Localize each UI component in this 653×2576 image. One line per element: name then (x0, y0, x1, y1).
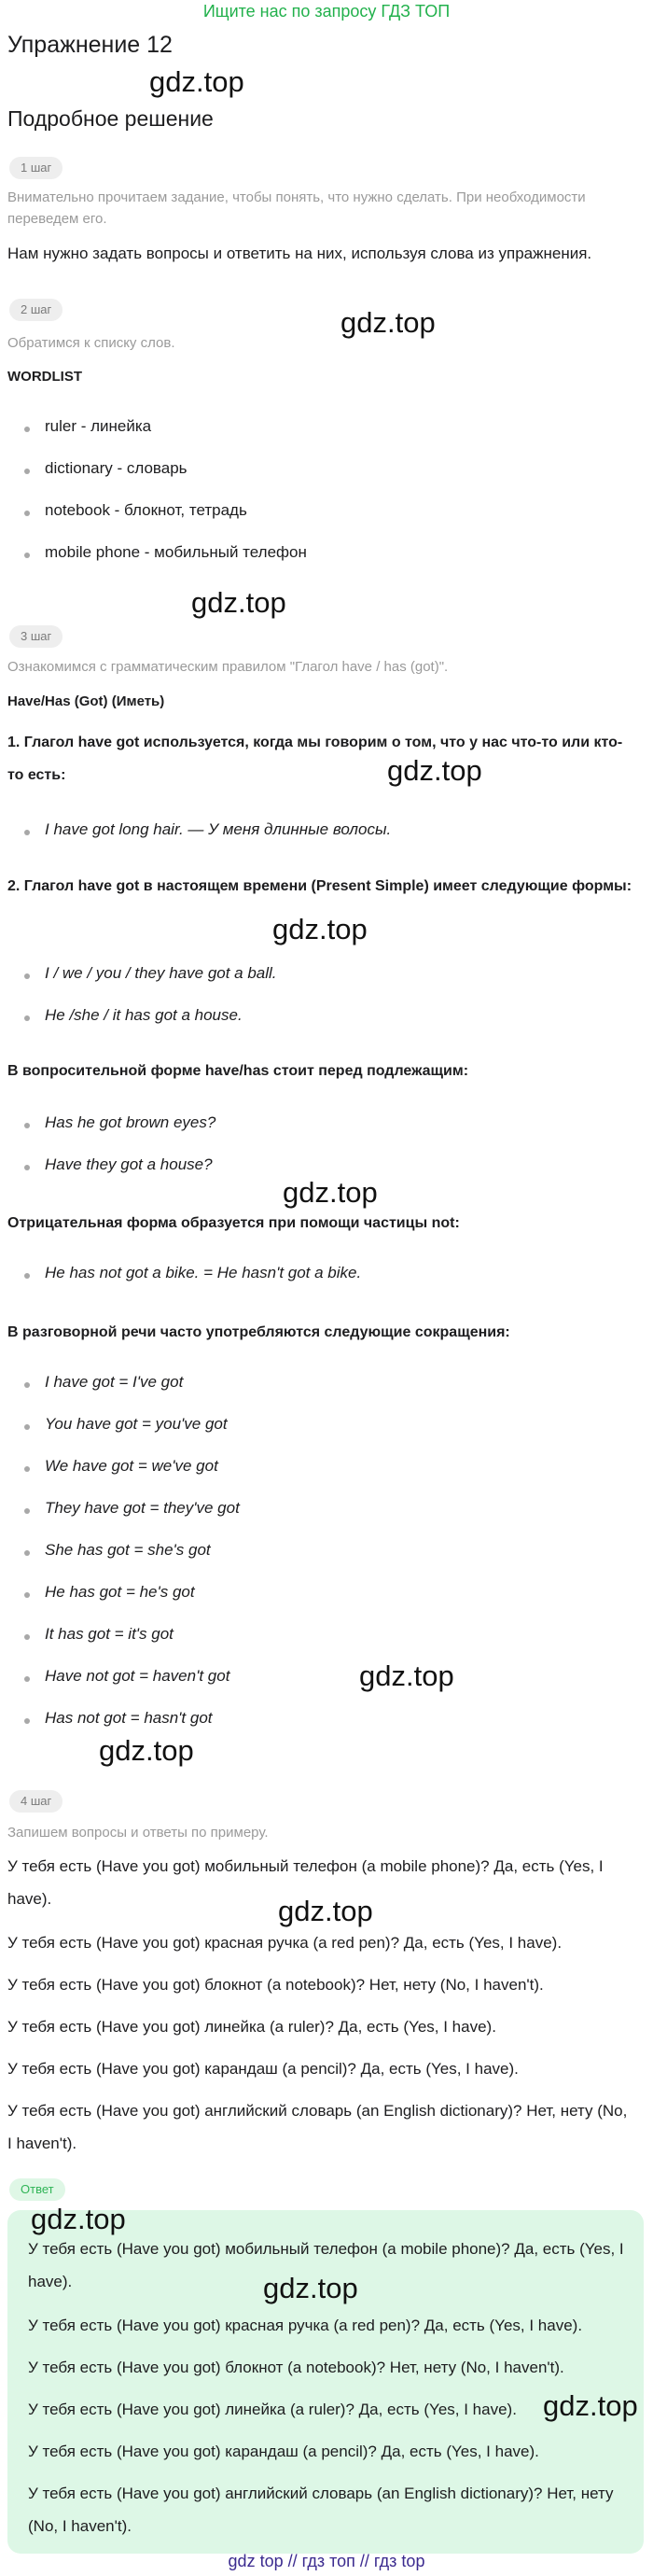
bullet (24, 1676, 30, 1682)
page-title: Упражнение 12 (7, 32, 173, 58)
example-item: Has he got brown eyes? (45, 1113, 216, 1131)
watermark: gdz.top (283, 1176, 378, 1209)
example-item: Have they got a house? (45, 1155, 213, 1173)
watermark: gdz.top (191, 586, 286, 619)
list-item: mobile phone - мобильный телефон (45, 543, 307, 561)
bullet (24, 1123, 30, 1128)
example-item: He has not got a bike. = He hasn't got a bike. (45, 1264, 362, 1281)
step-hint: Обратимся к списку слов. (7, 335, 175, 351)
bullet (24, 973, 30, 979)
answer-line: У тебя есть (Have you got) красная ручка (a red pen)? Да, есть (Yes, I have). (28, 2317, 583, 2334)
watermark: gdz.top (387, 754, 482, 787)
contraction-item: It has got = it's got (45, 1625, 174, 1643)
bullet (24, 1508, 30, 1514)
contraction-item: You have got = you've got (45, 1415, 228, 1433)
watermark: gdz.top (340, 306, 436, 339)
example-item: I have got long hair. — У меня длинные волосы. (45, 820, 392, 838)
qa-line: У тебя есть (Have you got) мобильный телефон (a mobile phone)? Да, есть (Yes, I have). (7, 1857, 604, 1908)
qa-line: У тебя есть (Have you got) английский словарь (an English dictionary)? Нет, нету (No, I haven't). (7, 2102, 628, 2152)
watermark: gdz.top (31, 2203, 126, 2235)
step-text: Нам нужно задать вопросы и ответить на них, используя слова из упражнения. (7, 245, 592, 262)
list-item: notebook - блокнот, тетрадь (45, 501, 247, 519)
bullet (24, 1550, 30, 1556)
bullet (24, 1273, 30, 1279)
bullet (24, 1718, 30, 1724)
contraction-item: They have got = they've got (45, 1499, 240, 1517)
bullet (24, 1424, 30, 1430)
qa-line: У тебя есть (Have you got) линейка (a ruler)? Да, есть (Yes, I have). (7, 2018, 496, 2036)
watermark: gdz.top (543, 2389, 638, 2422)
rule-paragraph: В вопросительной форме have/has стоит перед подлежащим: (7, 1063, 469, 1079)
list-item: ruler - линейка (45, 417, 152, 435)
step-hint: Внимательно прочитаем задание, чтобы понять, что нужно сделать. При необходимости переведем его. (7, 189, 586, 227)
answer-line: У тебя есть (Have you got) английский словарь (an English dictionary)? Нет, нету (No, I haven't). (28, 2485, 614, 2535)
bullet (24, 511, 30, 516)
bullet (24, 1466, 30, 1472)
contraction-item: He has got = he's got (45, 1583, 195, 1601)
watermark: gdz.top (149, 65, 244, 98)
step-hint: Запишем вопросы и ответы по примеру. (7, 1825, 269, 1841)
page-subtitle: Подробное решение (7, 106, 214, 131)
contraction-item: I have got = I've got (45, 1373, 184, 1391)
watermark: gdz.top (272, 913, 368, 945)
qa-line: У тебя есть (Have you got) блокнот (a notebook)? Нет, нету (No, I haven't). (7, 1976, 544, 1994)
watermark: gdz.top (263, 2272, 358, 2304)
watermark: gdz.top (359, 1659, 454, 1692)
step-hint: Ознакомимся с грамматическим правилом "Глагол have / has (got)". (7, 659, 449, 675)
bullet (24, 1015, 30, 1021)
rule-paragraph: Отрицательная форма образуется при помощи частицы not: (7, 1215, 460, 1231)
list-item: dictionary - словарь (45, 459, 188, 477)
step-badge: 3 шаг (9, 625, 63, 648)
bullet (24, 1634, 30, 1640)
answer-badge: Ответ (9, 2178, 65, 2201)
answer-line: У тебя есть (Have you got) карандаш (a pencil)? Да, есть (Yes, I have). (28, 2443, 539, 2460)
contraction-item: Have not got = haven't got (45, 1667, 230, 1685)
step-badge: 4 шаг (9, 1790, 63, 1813)
qa-line: У тебя есть (Have you got) карандаш (a pencil)? Да, есть (Yes, I have). (7, 2060, 519, 2078)
example-item: I / we / you / they have got a ball. (45, 964, 277, 982)
footer-links[interactable]: gdz top // гдз топ // гдз top (228, 2552, 425, 2570)
rule-paragraph: 1. Глагол have got используется, когда мы говорим о том, что у нас что-то или кто-то есть: (7, 735, 623, 783)
bullet (24, 1165, 30, 1170)
promo-link[interactable]: Ищите нас по запросу ГДЗ ТОП (202, 2, 451, 21)
wordlist-heading: WORDLIST (7, 369, 82, 385)
contraction-item: We have got = we've got (45, 1457, 218, 1475)
bullet (24, 469, 30, 474)
answer-line: У тебя есть (Have you got) линейка (a ruler)? Да, есть (Yes, I have). (28, 2401, 517, 2418)
bullet (24, 830, 30, 835)
example-item: He /she / it has got a house. (45, 1006, 243, 1024)
step-badge: 1 шаг (9, 157, 63, 179)
rule-heading: Have/Has (Got) (Иметь) (7, 693, 165, 709)
answer-line: У тебя есть (Have you got) блокнот (a notebook)? Нет, нету (No, I haven't). (28, 2359, 564, 2376)
watermark: gdz.top (99, 1734, 194, 1767)
contraction-item: Has not got = hasn't got (45, 1709, 213, 1727)
bullet (24, 1592, 30, 1598)
qa-line: У тебя есть (Have you got) красная ручка (a red pen)? Да, есть (Yes, I have). (7, 1934, 563, 1952)
contraction-item: She has got = she's got (45, 1541, 211, 1559)
rule-paragraph: В разговорной речи часто употребляются следующие сокращения: (7, 1324, 510, 1340)
bullet (24, 427, 30, 432)
rule-paragraph: 2. Глагол have got в настоящем времени (Present Simple) имеет следующие формы: (7, 878, 632, 894)
answer-line: У тебя есть (Have you got) мобильный телефон (a mobile phone)? Да, есть (Yes, I have). (28, 2240, 624, 2290)
step-badge: 2 шаг (9, 299, 63, 321)
watermark: gdz.top (278, 1895, 373, 1927)
bullet (24, 1382, 30, 1388)
bullet (24, 553, 30, 558)
